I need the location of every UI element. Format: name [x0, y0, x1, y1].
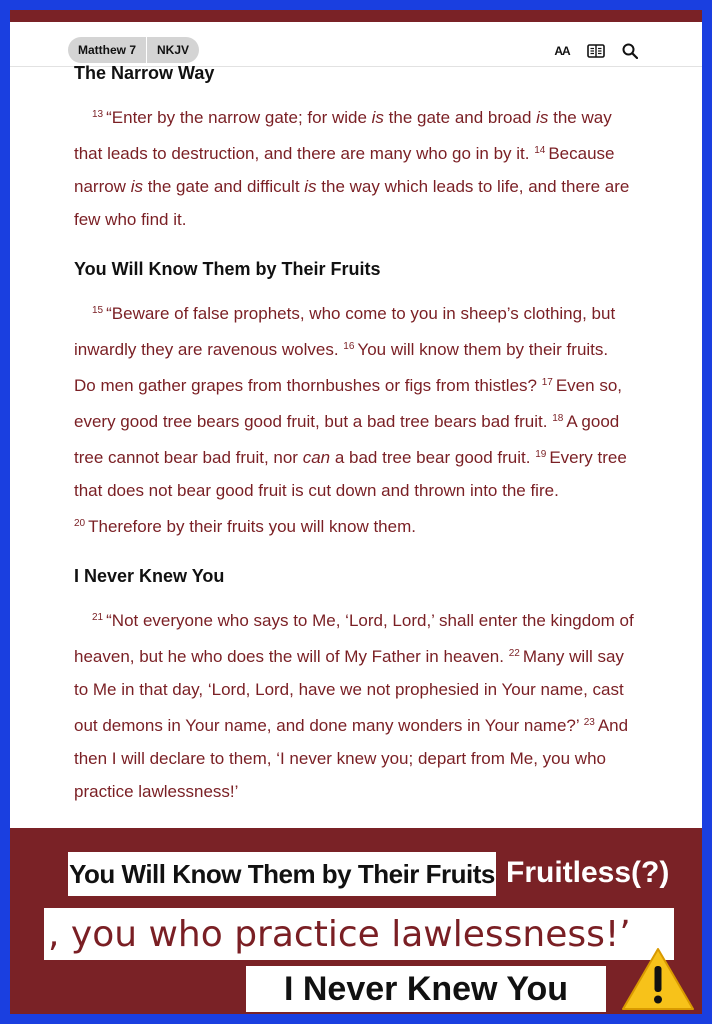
verse-number: 14 [534, 145, 546, 156]
verse-number: 15 [92, 305, 104, 316]
section-narrow-way [74, 60, 634, 236]
book-chapter-button[interactable]: Matthew 7 [78, 43, 137, 57]
caption-fruitless: Fruitless(?) [506, 856, 670, 889]
top-stripe [10, 10, 702, 22]
verse-number: 23 [583, 717, 595, 728]
caption-banner [10, 828, 702, 1014]
verse-paragraph [74, 294, 634, 543]
verse-paragraph [74, 601, 634, 808]
section-heading: The Narrow Way [74, 63, 215, 83]
verse-text[interactable]: Many will say to Me in that day, ‘Lord, Lord, have we not prophesied in Your name, cast out demons in Your name, and done many wonders in Your name?’ [74, 647, 624, 735]
verse-text[interactable]: Every tree that does not bear good fruit is cut down and thrown into the fire. [74, 448, 627, 500]
text-size-icon[interactable] [552, 41, 572, 61]
verse-text[interactable]: “Beware of false prophets, who come to you in sheep’s clothing, but inwardly they are ravenous wolves. [74, 304, 616, 359]
verse-number: 16 [343, 341, 355, 352]
section-heading: I Never Knew You [74, 566, 225, 586]
verse-number: 21 [92, 612, 104, 623]
verse-number: 17 [541, 377, 553, 388]
section-heading: You Will Know Them by Their Fruits [74, 259, 381, 279]
reader-frame [10, 10, 702, 1014]
book-icon[interactable] [586, 41, 606, 61]
caption-know-them: You Will Know Them by Their Fruits [68, 852, 496, 896]
search-icon[interactable] [620, 41, 640, 61]
text-size-label: AA [554, 44, 570, 58]
verse-text[interactable]: Because narrow is the gate and difficult is the way which leads to life, and there are few who find it. [74, 144, 630, 229]
version-button[interactable]: NKJV [157, 43, 190, 57]
warning-icon [620, 946, 696, 1012]
verse-text[interactable]: Even so, every good tree bears good fruit, but a bad tree bears bad fruit. [74, 376, 622, 431]
verse-text[interactable]: “Not everyone who says to Me, ‘Lord, Lord,’ shall enter the kingdom of heaven, but he who does the will of My Father in heaven. [74, 611, 634, 666]
section-know-them [74, 256, 634, 543]
chapter-content [74, 60, 634, 808]
section-never-knew [74, 563, 634, 808]
verse-paragraph [74, 98, 634, 236]
verse-number: 13 [92, 109, 104, 120]
verse-text[interactable]: “Enter by the narrow gate; for wide is the gate and broad is the way that leads to destruction, and there are many who go in by it. [74, 108, 612, 163]
verse-number: 20 [74, 518, 86, 529]
verse-number: 18 [552, 413, 564, 424]
toolbar-actions [552, 41, 640, 61]
verse-number: 22 [508, 648, 520, 659]
verse-text[interactable]: And then I will declare to them, ‘I never knew you; depart from Me, you who practice lawlessness!’ [74, 716, 629, 801]
verse-text[interactable]: Therefore by their fruits you will know them. [88, 517, 416, 536]
caption-never-knew: I Never Knew You [246, 966, 606, 1012]
verse-text[interactable]: You will know them by their fruits. Do men gather grapes from thornbushes or figs from thistles? [74, 340, 609, 395]
caption-lawlessness: , you who practice lawlessness!’ [44, 908, 674, 960]
verse-text[interactable]: A good tree cannot bear bad fruit, nor can a bad tree bear good fruit. [74, 412, 620, 467]
verse-number: 19 [535, 449, 547, 460]
